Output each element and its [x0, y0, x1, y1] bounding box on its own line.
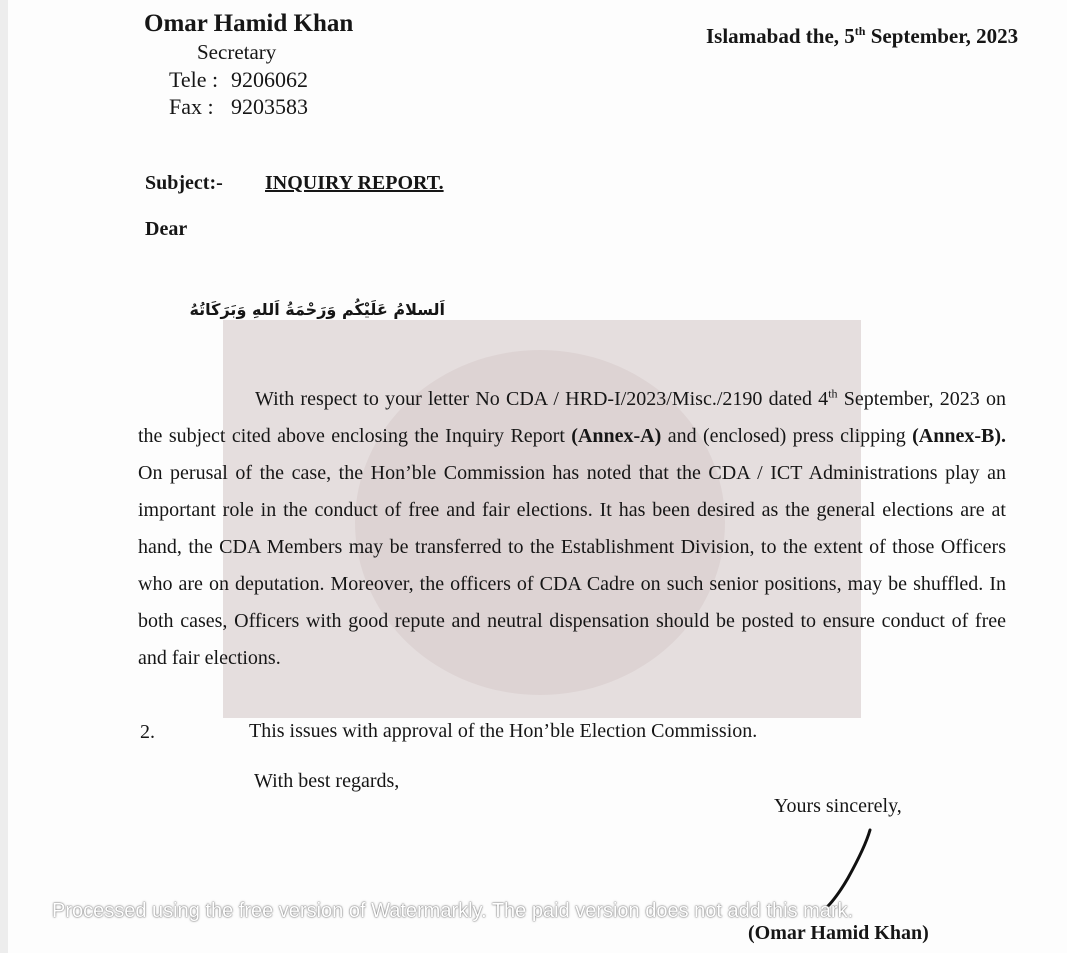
- signatory-name: (Omar Hamid Khan): [748, 922, 929, 944]
- sender-title: Secretary: [197, 40, 277, 64]
- fax-number: 9203583: [231, 94, 308, 119]
- tele-number: 9206062: [231, 67, 308, 92]
- subject-line: [145, 172, 444, 195]
- subject-label: Subject:-: [145, 172, 223, 194]
- subject-text: INQUIRY REPORT.: [265, 172, 444, 194]
- page-edge: [0, 0, 8, 953]
- place-date: Islamabad the, 5th September, 2023: [706, 24, 1019, 48]
- signature-stroke: [820, 826, 880, 908]
- body-paragraph: With respect to your letter No CDA / HRD-I/2023/Misc./2190 dated 4th September, 2023 on the subject cited above enclosing the Inquiry Report (Annex-A) and (enclosed) press clipping (Annex-B). On perusal of the case, the Hon’ble Commission has noted that the CDA / ICT Administrations play an important role in the conduct of free and fair elections. It has been desired as the general elections are at hand, the CDA Members may be transferred to the Establishment Division, to the extent of those Officers who are on deputation. Moreover, the officers of CDA Cadre on such senior positions, may be shuffled. In both cases, Officers with good repute and neutral dispensation should be posted to ensure conduct of free and fair elections.: [138, 386, 1006, 669]
- best-regards: With best regards,: [254, 770, 400, 792]
- arabic-greeting: اَلسلامُ عَلَيْكُم وَرَحْمَةُ اَللهِ وَبَرَكَاتُهُ: [189, 300, 445, 319]
- sender-name: Omar Hamid Khan: [144, 10, 354, 37]
- tele-row: [169, 67, 308, 93]
- yours-sincerely: Yours sincerely,: [774, 795, 902, 817]
- salutation: Dear: [145, 218, 188, 240]
- point-number: 2.: [140, 721, 155, 743]
- fax-label: Fax :: [169, 94, 214, 119]
- tool-watermark-text: Processed using the free version of Watermarkly. The paid version does not add this mark.: [52, 900, 854, 922]
- tele-label: Tele :: [169, 67, 219, 92]
- point-text: This issues with approval of the Hon’ble Election Commission.: [249, 720, 758, 742]
- fax-row: [169, 94, 308, 120]
